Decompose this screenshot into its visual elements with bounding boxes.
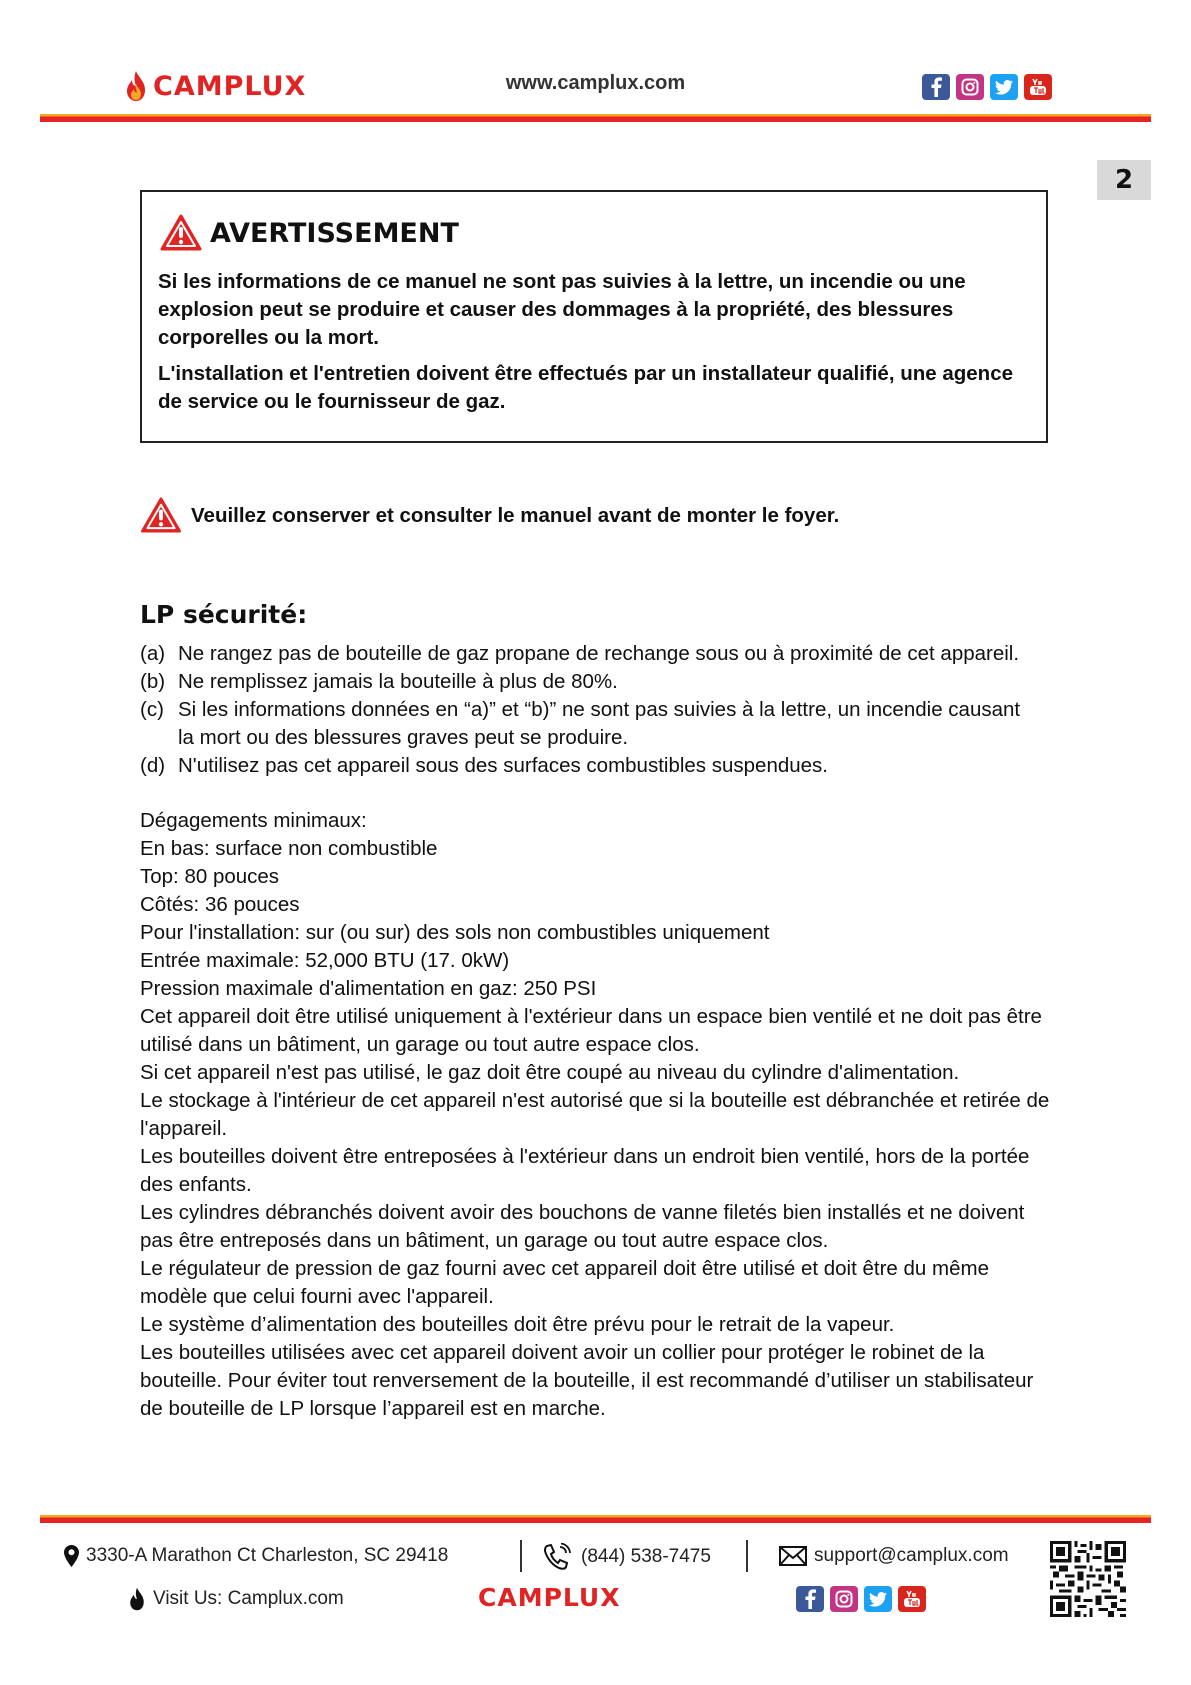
list-item [140,640,1040,668]
warning-heading [160,214,459,252]
list-item [140,752,1040,780]
body-paragraph: Pour l'installation: sur (ou sur) des sols non combustibles uniquement [140,921,770,944]
footer-separator [520,1540,522,1572]
footer-brand: CAMPLUX [478,1583,621,1612]
phone-text: (844) 538-7475 [581,1546,711,1567]
footer-separator [746,1540,748,1572]
youtube-icon[interactable] [898,1586,926,1612]
body-paragraph: Le régulateur de pression de gaz fourni avec cet appareil doit être utilisé et doit être du même modèle que celui fourni avec l'appareil. [140,1257,989,1308]
page-number: 2 [1097,160,1151,200]
body-paragraph: Les bouteilles doivent être entreposées à l'extérieur dans un endroit bien ventilé, hors de la portée des enfants. [140,1145,1030,1196]
warning-paragraph: L'installation et l'entretien doivent être effectués par un installateur qualifié, une agence de service ou le fournisseur de gaz. [158,362,1013,413]
list-marker: (a) [140,642,166,665]
list-item [140,668,1040,696]
body-paragraph: Le système d’alimentation des bouteilles doit être prévu pour le retrait de la vapeur. [140,1313,895,1336]
website-url[interactable]: www.camplux.com [505,72,686,94]
facebook-icon[interactable] [796,1586,824,1612]
mail-icon [779,1546,807,1566]
instagram-icon[interactable] [830,1586,858,1612]
list-marker: (c) [140,698,164,721]
warning-icon [140,497,182,534]
list-marker: (d) [140,754,166,777]
footer-phone[interactable] [542,1543,711,1571]
youtube-icon[interactable] [1024,74,1052,100]
list-text: N'utilisez pas cet appareil sous des surfaces combustibles suspendues. [178,754,829,777]
instagram-icon[interactable] [956,74,984,100]
body-paragraph: Les cylindres débranchés doivent avoir des bouchons de vanne filetés bien installés et ne doivent pas être entreposés dans un bâtiment, un garage ou tout autre espace clos. [140,1201,1025,1252]
twitter-icon[interactable] [864,1586,892,1612]
body-paragraph: En bas: surface non combustible [140,837,438,860]
body-paragraph: Pression maximale d'alimentation en gaz: 250 PSI [140,977,597,1000]
body-paragraph: Côtés: 36 pouces [140,893,300,916]
facebook-icon[interactable] [922,74,950,100]
notice-text: Veuillez conserver et consulter le manuel avant de monter le foyer. [191,503,840,527]
body-paragraph: Entrée maximale: 52,000 BTU (17. 0kW) [140,949,510,972]
visit-text: Visit Us: Camplux.com [153,1588,344,1609]
manual-notice [140,497,839,534]
footer-email[interactable] [779,1545,1009,1567]
body-paragraph: Si cet appareil n'est pas utilisé, le gaz doit être coupé au niveau du cylindre d'alimentation. [140,1061,960,1084]
body-paragraph: Dégagements minimaux: [140,809,367,832]
flame-icon [128,1586,146,1612]
body-paragraph: Top: 80 pouces [140,865,280,888]
list-item [140,696,1040,752]
footer-address [64,1545,448,1567]
safety-list [140,640,1040,780]
qr-code-icon[interactable] [1050,1541,1126,1617]
list-text: Ne rangez pas de bouteille de gaz propane de rechange sous ou à proximité de cet appareil. [178,642,1020,665]
twitter-icon[interactable] [990,74,1018,100]
phone-icon [542,1543,574,1571]
warning-title: AVERTISSEMENT [210,217,459,249]
header-social-links [922,74,1052,100]
section-body [140,807,1050,1423]
section-title: LP sécurité: [140,600,308,629]
warning-paragraph: Si les informations de ce manuel ne sont pas suivies à la lettre, un incendie ou une explosion peut se produire et causer des dommages à la propriété, des blessures corporelles ou la mort. [158,270,966,349]
email-text: support@camplux.com [814,1545,1009,1566]
warning-icon [160,214,202,252]
body-paragraph: Le stockage à l'intérieur de cet appareil n'est autorisé que si la bouteille est débranchée et retirée de l'appareil. [140,1089,1050,1140]
footer-divider [40,1515,1151,1523]
footer-social-links [796,1586,926,1612]
list-text: Si les informations données en “a)” et “b)” ne sont pas suivies à la lettre, un incendie causant la mort ou des blessures graves peut se produire. [178,698,1021,749]
body-paragraph: Les bouteilles utilisées avec cet appareil doivent avoir un collier pour protéger le robinet de la bouteille. Pour éviter tout renversement de la bouteille, il est recommandé d’utiliser un stabilisateur de bouteille de LP lorsque l’appareil est en marche. [140,1341,1034,1420]
brand-name: CAMPLUX [153,70,307,102]
list-marker: (b) [140,670,166,693]
header-divider [40,114,1151,122]
list-text: Ne remplissez jamais la bouteille à plus de 80%. [178,670,618,693]
location-pin-icon [64,1545,79,1567]
footer-visit[interactable] [128,1586,344,1612]
body-paragraph: Cet appareil doit être utilisé uniquement à l'extérieur dans un espace bien ventilé et ne doit pas être utilisé dans un bâtiment, un garage ou tout autre espace clos. [140,1005,1042,1056]
warning-box [140,190,1048,443]
address-text: 3330-A Marathon Ct Charleston, SC 29418 [86,1545,449,1566]
